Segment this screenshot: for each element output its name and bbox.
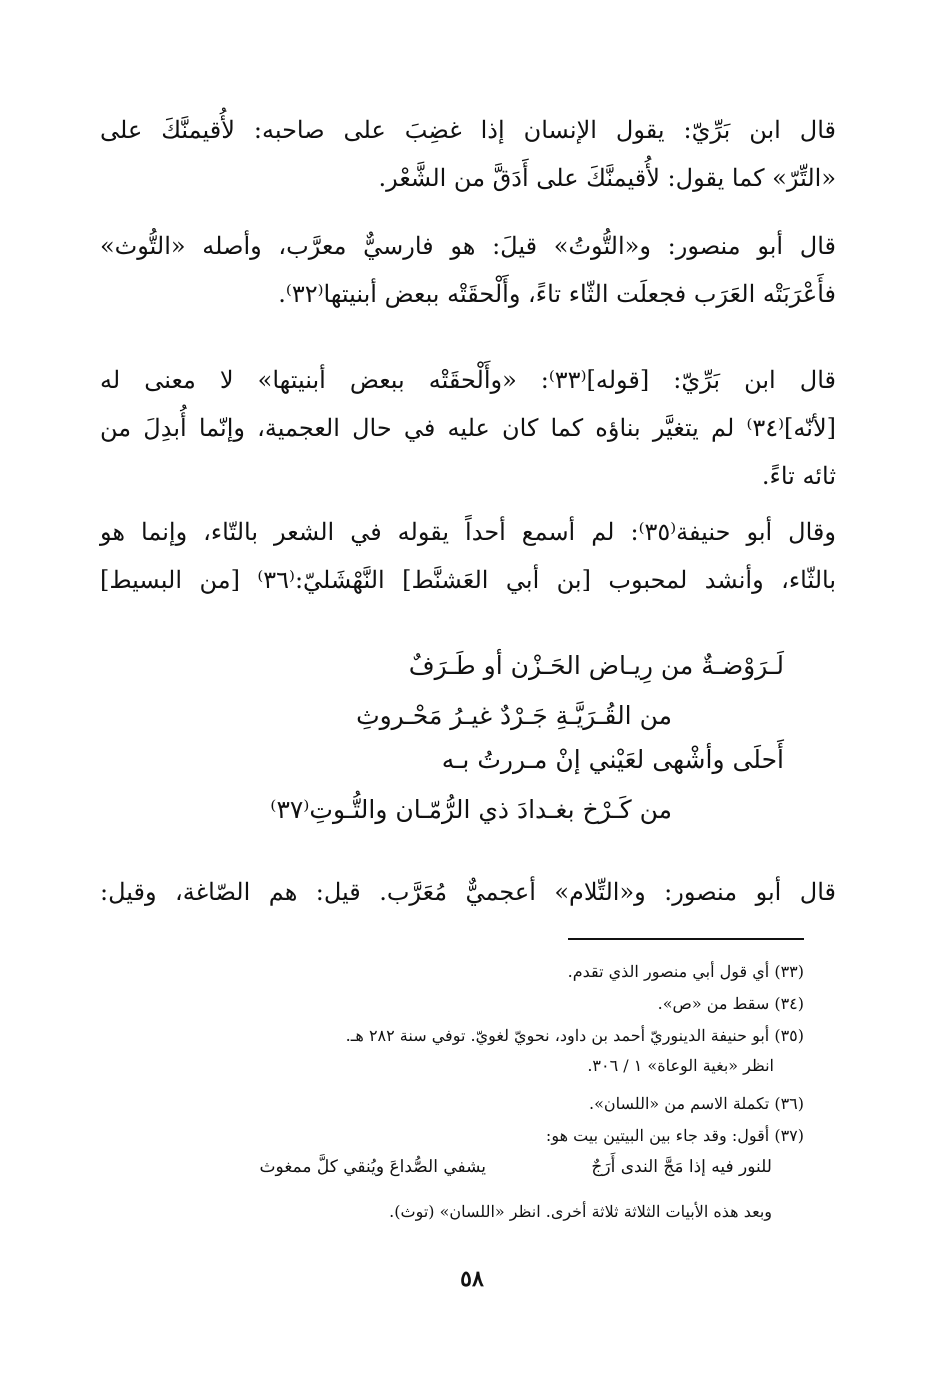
text-line: قال ابن بَرِّيّ: يقول الإنسان إذا غضِبَ على صاحبه: لأُقيمنَّكَ على	[100, 116, 836, 144]
footnote-34: (٣٤) سقط من «ص».	[657, 994, 804, 1013]
footnote-verse-first: للنور فيه إذا مَجَّ الندى أَرَجٌ	[591, 1157, 772, 1177]
text-line: [لأنّه]⁽٣٤⁾ لم يتغيَّر بناؤه كما كان عليه في حال العجمية، وإنّما أُبدِلَ من	[100, 414, 836, 442]
text-line: ثائه تاءً.	[761, 462, 836, 490]
footnote-35-continued: انظر «بغية الوعاة» ١ / ٣٠٦.	[587, 1056, 774, 1075]
page-number: ٥٨	[460, 1266, 484, 1292]
text-line: قال أبو منصور: و«التُّوتُ» قيلَ: هو فارسيٌّ معرَّب، وأصله «التُّوث»	[100, 232, 836, 260]
footnote-37-continued: وبعد هذه الأبيات الثلاثة ثلاثة أخرى. انظر «اللسان» (توث).	[389, 1202, 772, 1221]
text-line: قال ابن بَرِّيّ: [قوله]⁽٣٣⁾: «وأَلْحقَتْه ببعض أبنيتها» لا معنى له	[100, 366, 836, 394]
text-line: بالثّاء، وأنشد لمحبوب [بن أبي العَشنَّط] النَّهْشَليّ:⁽٣٦⁾ [من البسيط]	[100, 566, 836, 594]
verse-hemistich-1: لَـرَوْضـةٌ من رِيـاض الحَـزْن أو طَـرَفٌ	[408, 651, 784, 680]
footnote-37: (٣٧) أقول: وقد جاء بين البيتين بيت هو:	[545, 1126, 804, 1145]
footnote-verse-second: يشفي الصُّداعَ ويُنقي كلَّ ممغوث	[259, 1157, 486, 1177]
text-line: وقال أبو حنيفة⁽٣٥⁾: لم أسمع أحداً يقوله في الشعر بالتّاء، وإنما هو	[100, 518, 836, 546]
text-line: «التِّرّ» كما يقول: لأُقيمنَّكَ على أَدَقَّ من الشَّعْر.	[378, 164, 836, 192]
paragraph-2	[100, 222, 836, 318]
verse-hemistich-4: من كَـرْخ بغـدادَ ذي الرُّمّـان والتُّـوتِ⁽٣٧⁾	[270, 795, 672, 824]
text-line: قال أبو منصور: و«التِّلام» أعجميٌّ مُعَرَّب. قيل: هم الصّاغة، وقيل:	[100, 878, 836, 906]
verse-hemistich-2: من القُـرَيَّـةِ جَـرْدٌ غيـرُ مَحْـروثِ	[356, 701, 672, 730]
paragraph-4	[100, 508, 836, 604]
footnote-33: (٣٣) أي قول أبي منصور الذي تقدم.	[567, 962, 804, 981]
verse-hemistich-3: أَحلَى وأشْهى لعَيْني إنْ مـررتُ بـه	[441, 745, 784, 774]
paragraph-5	[100, 868, 836, 916]
footnote-divider	[568, 938, 804, 940]
paragraph-1	[100, 106, 836, 202]
footnote-36: (٣٦) تكملة الاسم من «اللسان».	[589, 1094, 804, 1113]
text-line: فأَعْرَبَتْه العَرَب فجعلَت الثّاء تاءً، وأَلْحقَتْه ببعض أبنيتها⁽٣٢⁾.	[278, 280, 836, 308]
paragraph-3	[100, 356, 836, 500]
footnote-35: (٣٥) أبو حنيفة الدينوريّ أحمد بن داود، نحويّ لغويّ. توفي سنة ٢٨٢ هـ.	[345, 1026, 804, 1045]
